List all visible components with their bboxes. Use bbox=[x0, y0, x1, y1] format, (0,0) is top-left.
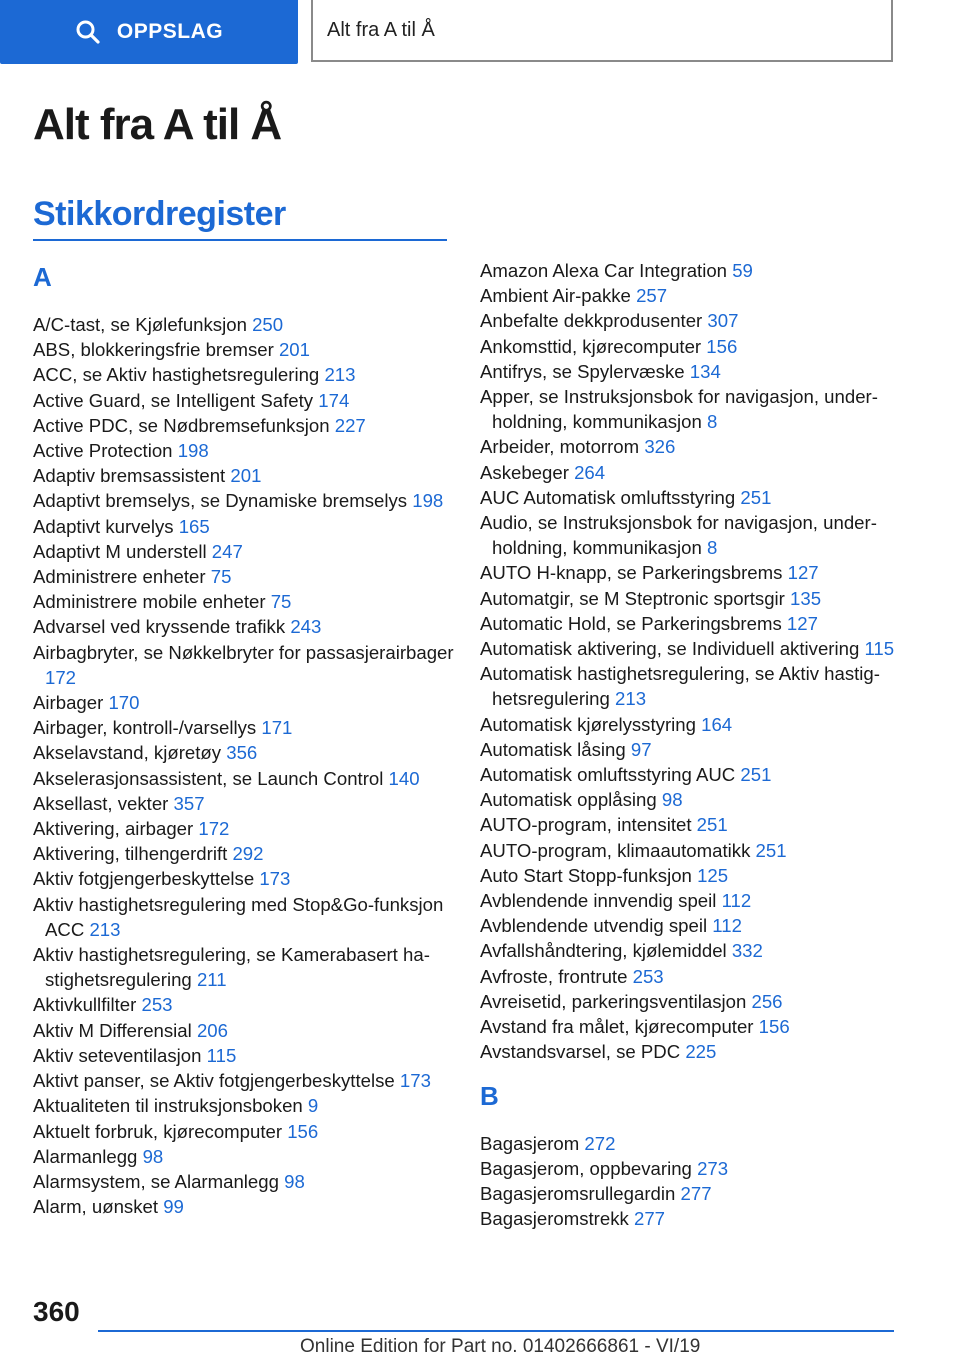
index-entry-text: Automatisk omluftsstyring AUC bbox=[480, 764, 741, 786]
section-divider bbox=[33, 239, 447, 241]
index-column-right bbox=[480, 258, 925, 1231]
index-entry-text: Aktivering, tilhengerdrift bbox=[33, 843, 233, 865]
index-entry-page-link[interactable]: 206 bbox=[196, 1019, 228, 1041]
index-entry-text: Alarm, uønsket bbox=[33, 1196, 164, 1218]
index-entry[interactable] bbox=[480, 812, 925, 837]
index-entry-text: Apper, se Instruksjonsbok for navigasjon, underholdning, kommunikasjon bbox=[480, 386, 878, 433]
footer-divider bbox=[98, 1330, 894, 1332]
index-column-left bbox=[33, 258, 458, 1219]
breadcrumb-label: Alt fra A til Å bbox=[327, 18, 435, 41]
index-entry[interactable] bbox=[33, 337, 458, 362]
index-entry-page-link[interactable]: 250 bbox=[252, 314, 284, 335]
search-icon bbox=[75, 19, 101, 45]
index-entry-text: Askebeger bbox=[480, 461, 575, 483]
index-entry-text: Arbeider, motorrom bbox=[480, 436, 645, 458]
index-letter-a: A bbox=[33, 262, 52, 292]
index-entry[interactable] bbox=[480, 1131, 925, 1156]
index-entry-page-link[interactable]: 201 bbox=[230, 465, 262, 487]
index-entry[interactable] bbox=[33, 766, 458, 791]
index-entry-page-link[interactable]: 227 bbox=[334, 414, 366, 436]
index-entry[interactable] bbox=[480, 560, 925, 585]
index-entry-page-link[interactable]: 357 bbox=[173, 792, 205, 814]
index-entry-page-link[interactable]: 251 bbox=[740, 486, 772, 508]
index-entry[interactable] bbox=[33, 463, 458, 488]
index-entry[interactable] bbox=[480, 460, 925, 485]
index-letter-b: B bbox=[480, 1080, 499, 1111]
index-entry-text: Bagasjeromsrullegardin bbox=[480, 1182, 681, 1204]
index-entry-page-link[interactable]: 277 bbox=[680, 1182, 712, 1204]
index-entry-text: Audio, se Instruksjonsbok for navigasjon, underholdning, kommunikasjon bbox=[480, 512, 877, 559]
index-entry[interactable] bbox=[480, 434, 925, 459]
index-entry-page-link[interactable]: 251 bbox=[696, 814, 728, 836]
index-entry-text: Bagasjeromstrekk bbox=[480, 1208, 634, 1230]
index-entry-text: Avfallshåndtering, kjølemiddel bbox=[480, 940, 732, 962]
top-navigation bbox=[0, 0, 960, 66]
breadcrumb-tab[interactable] bbox=[311, 0, 893, 62]
index-entry-page-link[interactable]: 251 bbox=[755, 839, 787, 861]
index-entry[interactable] bbox=[33, 438, 458, 463]
index-entry[interactable] bbox=[480, 1181, 925, 1206]
index-entry[interactable] bbox=[33, 1043, 458, 1068]
index-entry-page-link[interactable]: 253 bbox=[141, 994, 173, 1016]
index-entry[interactable] bbox=[33, 640, 458, 690]
index-entry[interactable] bbox=[480, 989, 925, 1014]
index-entry-text: Ankomsttid, kjørecomputer bbox=[480, 335, 707, 357]
index-entry-text: Aksellast, vekter bbox=[33, 792, 174, 814]
index-entry[interactable] bbox=[33, 1169, 458, 1194]
index-entry-page-link[interactable]: 156 bbox=[706, 335, 738, 357]
index-entry-page-link[interactable]: 198 bbox=[177, 440, 209, 462]
index-entry-text: Ambient Air-pakke bbox=[480, 285, 637, 307]
index-entry[interactable] bbox=[33, 589, 458, 614]
index-entry-text: Aktiv fotgjengerbeskyttelse bbox=[33, 868, 260, 890]
index-entry-text: Anbefalte dekkprodusenter bbox=[480, 310, 708, 332]
index-entry-text: Automatisk hastighetsregulering, se Aktiv hastighetsregulering bbox=[480, 663, 880, 710]
index-entry[interactable] bbox=[33, 1093, 458, 1118]
index-entry[interactable] bbox=[480, 1156, 925, 1181]
index-entry-page-link[interactable]: 172 bbox=[45, 666, 77, 688]
index-entry[interactable] bbox=[480, 510, 925, 560]
index-entry[interactable] bbox=[480, 283, 925, 308]
section-title: Stikkordregister bbox=[33, 195, 286, 233]
index-entry-text: Automatisk opplåsing bbox=[480, 789, 662, 811]
index-entry[interactable] bbox=[480, 308, 925, 333]
index-entry-text: Avstand fra målet, kjørecomputer bbox=[480, 1016, 759, 1038]
index-entry-page-link[interactable]: 171 bbox=[261, 717, 293, 739]
index-entry[interactable] bbox=[33, 312, 458, 337]
index-entry-page-link[interactable]: 134 bbox=[689, 360, 721, 382]
index-entry-text: Active Protection bbox=[33, 440, 178, 462]
index-entry-page-link[interactable]: 243 bbox=[290, 616, 322, 638]
index-entry[interactable] bbox=[480, 913, 925, 938]
index-entry-text: Active PDC, se Nødbremsefunksjon bbox=[33, 414, 335, 436]
index-entry-text: Alarmanlegg bbox=[33, 1145, 143, 1167]
index-entry-text: Aktiv hastighetsregulering, se Kamerabasert hastighetsregulering bbox=[33, 944, 430, 991]
index-entry[interactable] bbox=[33, 690, 458, 715]
page-title: Alt fra A til Å bbox=[33, 100, 282, 149]
index-entry-text: Aktuelt forbruk, kjørecomputer bbox=[33, 1120, 288, 1142]
index-entry-page-link[interactable]: 213 bbox=[615, 688, 647, 710]
index-entry-page-link[interactable]: 98 bbox=[142, 1145, 164, 1167]
index-entry-text: Avreisetid, parkeringsventilasjon bbox=[480, 990, 752, 1012]
index-entry[interactable] bbox=[33, 992, 458, 1017]
index-entry-page-link[interactable]: 59 bbox=[732, 260, 753, 281]
index-entry-page-link[interactable]: 356 bbox=[226, 742, 258, 764]
index-entry[interactable] bbox=[480, 787, 925, 812]
index-entry[interactable] bbox=[33, 740, 458, 765]
index-entry-text: Automatic Hold, se Parkeringsbrems bbox=[480, 612, 787, 634]
index-entry-page-link[interactable]: 127 bbox=[787, 562, 819, 584]
search-tab-button[interactable] bbox=[0, 0, 298, 64]
index-entry-text: Automatisk aktivering, se Individuell aktivering bbox=[480, 638, 865, 660]
index-entry-text: Aktivt panser, se Aktiv fotgjengerbeskyttelse bbox=[33, 1070, 400, 1092]
index-entry-text: Bagasjerom, oppbevaring bbox=[480, 1157, 698, 1179]
index-entry[interactable] bbox=[33, 1068, 458, 1093]
index-entry-text: Automatisk kjørelysstyring bbox=[480, 713, 702, 735]
index-entry-page-link[interactable]: 174 bbox=[318, 389, 350, 411]
index-entry[interactable] bbox=[480, 888, 925, 913]
index-entry-text: Aktiv seteventilasjon bbox=[33, 1044, 207, 1066]
index-entry-page-link[interactable]: 213 bbox=[89, 918, 121, 940]
index-entry[interactable] bbox=[480, 258, 925, 283]
index-entry[interactable] bbox=[33, 388, 458, 413]
index-entry-page-link[interactable]: 127 bbox=[786, 612, 818, 634]
index-entry[interactable] bbox=[33, 1119, 458, 1144]
index-entry[interactable] bbox=[480, 359, 925, 384]
index-entry-page-link[interactable]: 247 bbox=[211, 540, 243, 562]
index-entry-text: Aktivkullfilter bbox=[33, 994, 142, 1016]
index-entry[interactable] bbox=[480, 964, 925, 989]
index-entry[interactable] bbox=[33, 1144, 458, 1169]
index-entry-page-link[interactable]: 125 bbox=[697, 864, 729, 886]
index-entry[interactable] bbox=[33, 413, 458, 438]
index-entry-text: Administrere enheter bbox=[33, 566, 211, 588]
index-entry[interactable] bbox=[480, 586, 925, 611]
index-entry-text: ABS, blokkeringsfrie bremser bbox=[33, 339, 279, 361]
index-entry-text: Aktivering, airbager bbox=[33, 818, 199, 840]
index-entry[interactable] bbox=[480, 1039, 925, 1064]
index-entry[interactable] bbox=[33, 866, 458, 891]
index-entry-text: Airbager bbox=[33, 692, 109, 714]
index-entry-page-link[interactable]: 326 bbox=[644, 436, 676, 458]
index-entry[interactable] bbox=[480, 1206, 925, 1231]
index-entry-text: Aktiv hastighetsregulering med Stop&Go-funksjon ACC bbox=[33, 893, 444, 940]
index-entry[interactable] bbox=[480, 636, 925, 661]
index-entry-page-link[interactable]: 273 bbox=[697, 1157, 729, 1179]
index-entry-text: Adaptivt kurvelys bbox=[33, 515, 179, 537]
index-entry-page-link[interactable]: 97 bbox=[630, 738, 652, 760]
index-entry-page-link[interactable]: 8 bbox=[706, 537, 718, 559]
index-entry-text: Automatisk låsing bbox=[480, 738, 631, 760]
index-entry-page-link[interactable]: 201 bbox=[278, 339, 310, 361]
index-entry-text: Automatgir, se M Steptronic sportsgir bbox=[480, 587, 791, 609]
index-entry-page-link[interactable]: 173 bbox=[399, 1070, 431, 1092]
index-entry-page-link[interactable]: 164 bbox=[701, 713, 733, 735]
index-entry-page-link[interactable]: 253 bbox=[632, 965, 664, 987]
index-entry[interactable] bbox=[33, 942, 458, 992]
index-entry-page-link[interactable]: 213 bbox=[324, 364, 356, 386]
index-entry-text: Adaptivt M understell bbox=[33, 540, 212, 562]
index-entry[interactable] bbox=[480, 712, 925, 737]
index-entry-list bbox=[33, 312, 458, 1219]
index-entry-page-link[interactable]: 307 bbox=[707, 310, 739, 332]
index-entry-text: Administrere mobile enheter bbox=[33, 591, 271, 613]
index-entry-text: Antifrys, se Spylervæske bbox=[480, 360, 690, 382]
page-number: 360 bbox=[33, 1296, 80, 1327]
index-entry[interactable] bbox=[480, 938, 925, 963]
index-entry-page-link[interactable]: 198 bbox=[412, 490, 444, 512]
index-entry-page-link[interactable]: 292 bbox=[232, 843, 264, 865]
index-entry-page-link[interactable]: 225 bbox=[685, 1041, 717, 1063]
index-entry-page-link[interactable]: 256 bbox=[751, 990, 783, 1012]
index-entry-page-link[interactable]: 257 bbox=[636, 285, 668, 307]
index-entry-page-link[interactable]: 272 bbox=[584, 1132, 616, 1154]
index-entry-page-link[interactable]: 98 bbox=[661, 789, 683, 811]
index-entry-page-link[interactable]: 173 bbox=[259, 868, 291, 890]
index-entry-page-link[interactable]: 115 bbox=[864, 638, 895, 660]
index-entry[interactable] bbox=[480, 661, 925, 711]
index-entry[interactable] bbox=[480, 485, 925, 510]
index-entry[interactable] bbox=[480, 838, 925, 863]
index-entry-page-link[interactable]: 172 bbox=[198, 818, 230, 840]
index-entry[interactable] bbox=[33, 715, 458, 740]
index-entry-page-link[interactable]: 156 bbox=[758, 1016, 790, 1038]
index-entry-page-link[interactable]: 332 bbox=[731, 940, 763, 962]
index-entry-text: Avstandsvarsel, se PDC bbox=[480, 1041, 686, 1063]
index-entry-text: Adaptivt bremselys, se Dynamiske bremselys bbox=[33, 490, 413, 512]
index-entry-text: Alarmsystem, se Alarmanlegg bbox=[33, 1170, 285, 1192]
index-entry-page-link[interactable]: 75 bbox=[270, 591, 292, 613]
index-entry-text: Avblendende utvendig speil bbox=[480, 915, 713, 937]
index-entry[interactable] bbox=[33, 488, 458, 513]
index-entry[interactable] bbox=[480, 611, 925, 636]
index-entry-page-link[interactable]: 99 bbox=[163, 1196, 184, 1218]
index-entry[interactable] bbox=[480, 737, 925, 762]
index-entry-page-link[interactable]: 135 bbox=[790, 587, 822, 609]
index-entry[interactable] bbox=[480, 384, 925, 434]
index-entry-page-link[interactable]: 8 bbox=[706, 411, 718, 433]
index-entry-text: Amazon Alexa Car Integration bbox=[480, 260, 733, 281]
index-entry-text: Avfroste, frontrute bbox=[480, 965, 633, 987]
index-entry-text: Advarsel ved kryssende trafikk bbox=[33, 616, 291, 638]
index-entry[interactable] bbox=[480, 863, 925, 888]
index-entry-page-link[interactable]: 251 bbox=[740, 764, 772, 786]
index-entry[interactable] bbox=[480, 334, 925, 359]
search-tab-label: OPPSLAG bbox=[116, 20, 224, 43]
index-entry[interactable] bbox=[33, 514, 458, 539]
index-entry[interactable] bbox=[33, 539, 458, 564]
index-entry-text: Avblendende innvendig speil bbox=[480, 890, 722, 912]
index-entry-text: A/C-tast, se Kjølefunksjon bbox=[33, 314, 253, 335]
index-entry-page-link[interactable]: 112 bbox=[721, 890, 752, 912]
edition-footer: Online Edition for Part no. 01402666861 - VI/19 bbox=[300, 1336, 701, 1357]
index-entry[interactable] bbox=[33, 1018, 458, 1043]
index-entry-list bbox=[480, 258, 925, 1065]
index-entry[interactable] bbox=[33, 362, 458, 387]
index-entry-text: Aktiv M Differensial bbox=[33, 1019, 197, 1041]
index-entry-text: Aktualiteten til instruksjonsboken bbox=[33, 1095, 308, 1117]
index-entry[interactable] bbox=[33, 791, 458, 816]
index-entry-page-link[interactable]: 156 bbox=[287, 1120, 319, 1142]
index-entry-page-link[interactable]: 211 bbox=[196, 969, 227, 991]
index-entry-page-link[interactable]: 264 bbox=[574, 461, 606, 483]
index-entry-text: Active Guard, se Intelligent Safety bbox=[33, 389, 319, 411]
index-entry-page-link[interactable]: 75 bbox=[210, 566, 232, 588]
index-entry-page-link[interactable]: 277 bbox=[633, 1208, 666, 1230]
index-entry-text: AUTO H-knapp, se Parkeringsbrems bbox=[480, 562, 788, 584]
index-entry-text: AUTO-program, intensitet bbox=[480, 814, 697, 836]
index-entry[interactable] bbox=[480, 1014, 925, 1039]
index-entry-text: AUC Automatisk omluftsstyring bbox=[480, 486, 741, 508]
index-entry-page-link[interactable]: 112 bbox=[712, 915, 742, 937]
index-entry-page-link[interactable]: 140 bbox=[388, 767, 420, 789]
index-entry-page-link[interactable]: 9 bbox=[307, 1095, 319, 1117]
index-entry-text: Adaptiv bremsassistent bbox=[33, 465, 231, 487]
index-entry[interactable] bbox=[33, 816, 458, 841]
index-entry-page-link[interactable]: 165 bbox=[178, 515, 210, 537]
index-entry[interactable] bbox=[480, 762, 925, 787]
index-entry-page-link[interactable]: 115 bbox=[206, 1044, 237, 1066]
index-entry-text: Bagasjerom bbox=[480, 1132, 585, 1154]
index-entry[interactable] bbox=[33, 564, 458, 589]
index-entry-text: Akselavstand, kjøretøy bbox=[33, 742, 227, 764]
index-entry-text: Akselerasjonsassistent, se Launch Control bbox=[33, 767, 389, 789]
index-entry-text: Airbagbryter, se Nøkkelbryter for passasjerairbager bbox=[33, 641, 454, 663]
index-entry-text: Airbager, kontroll-/varsellys bbox=[33, 717, 262, 739]
index-entry[interactable] bbox=[33, 614, 458, 639]
index-entry-text: AUTO-program, klimaautomatikk bbox=[480, 839, 756, 861]
index-entry-list bbox=[480, 1131, 925, 1232]
index-entry-page-link[interactable]: 170 bbox=[108, 692, 140, 714]
index-entry[interactable] bbox=[33, 892, 458, 942]
index-entry-page-link[interactable]: 98 bbox=[284, 1170, 305, 1192]
index-entry[interactable] bbox=[33, 841, 458, 866]
index-entry-text: ACC, se Aktiv hastighetsregulering bbox=[33, 364, 325, 386]
index-entry[interactable] bbox=[33, 1194, 458, 1219]
index-entry-text: Auto Start Stopp-funksjon bbox=[480, 864, 698, 886]
